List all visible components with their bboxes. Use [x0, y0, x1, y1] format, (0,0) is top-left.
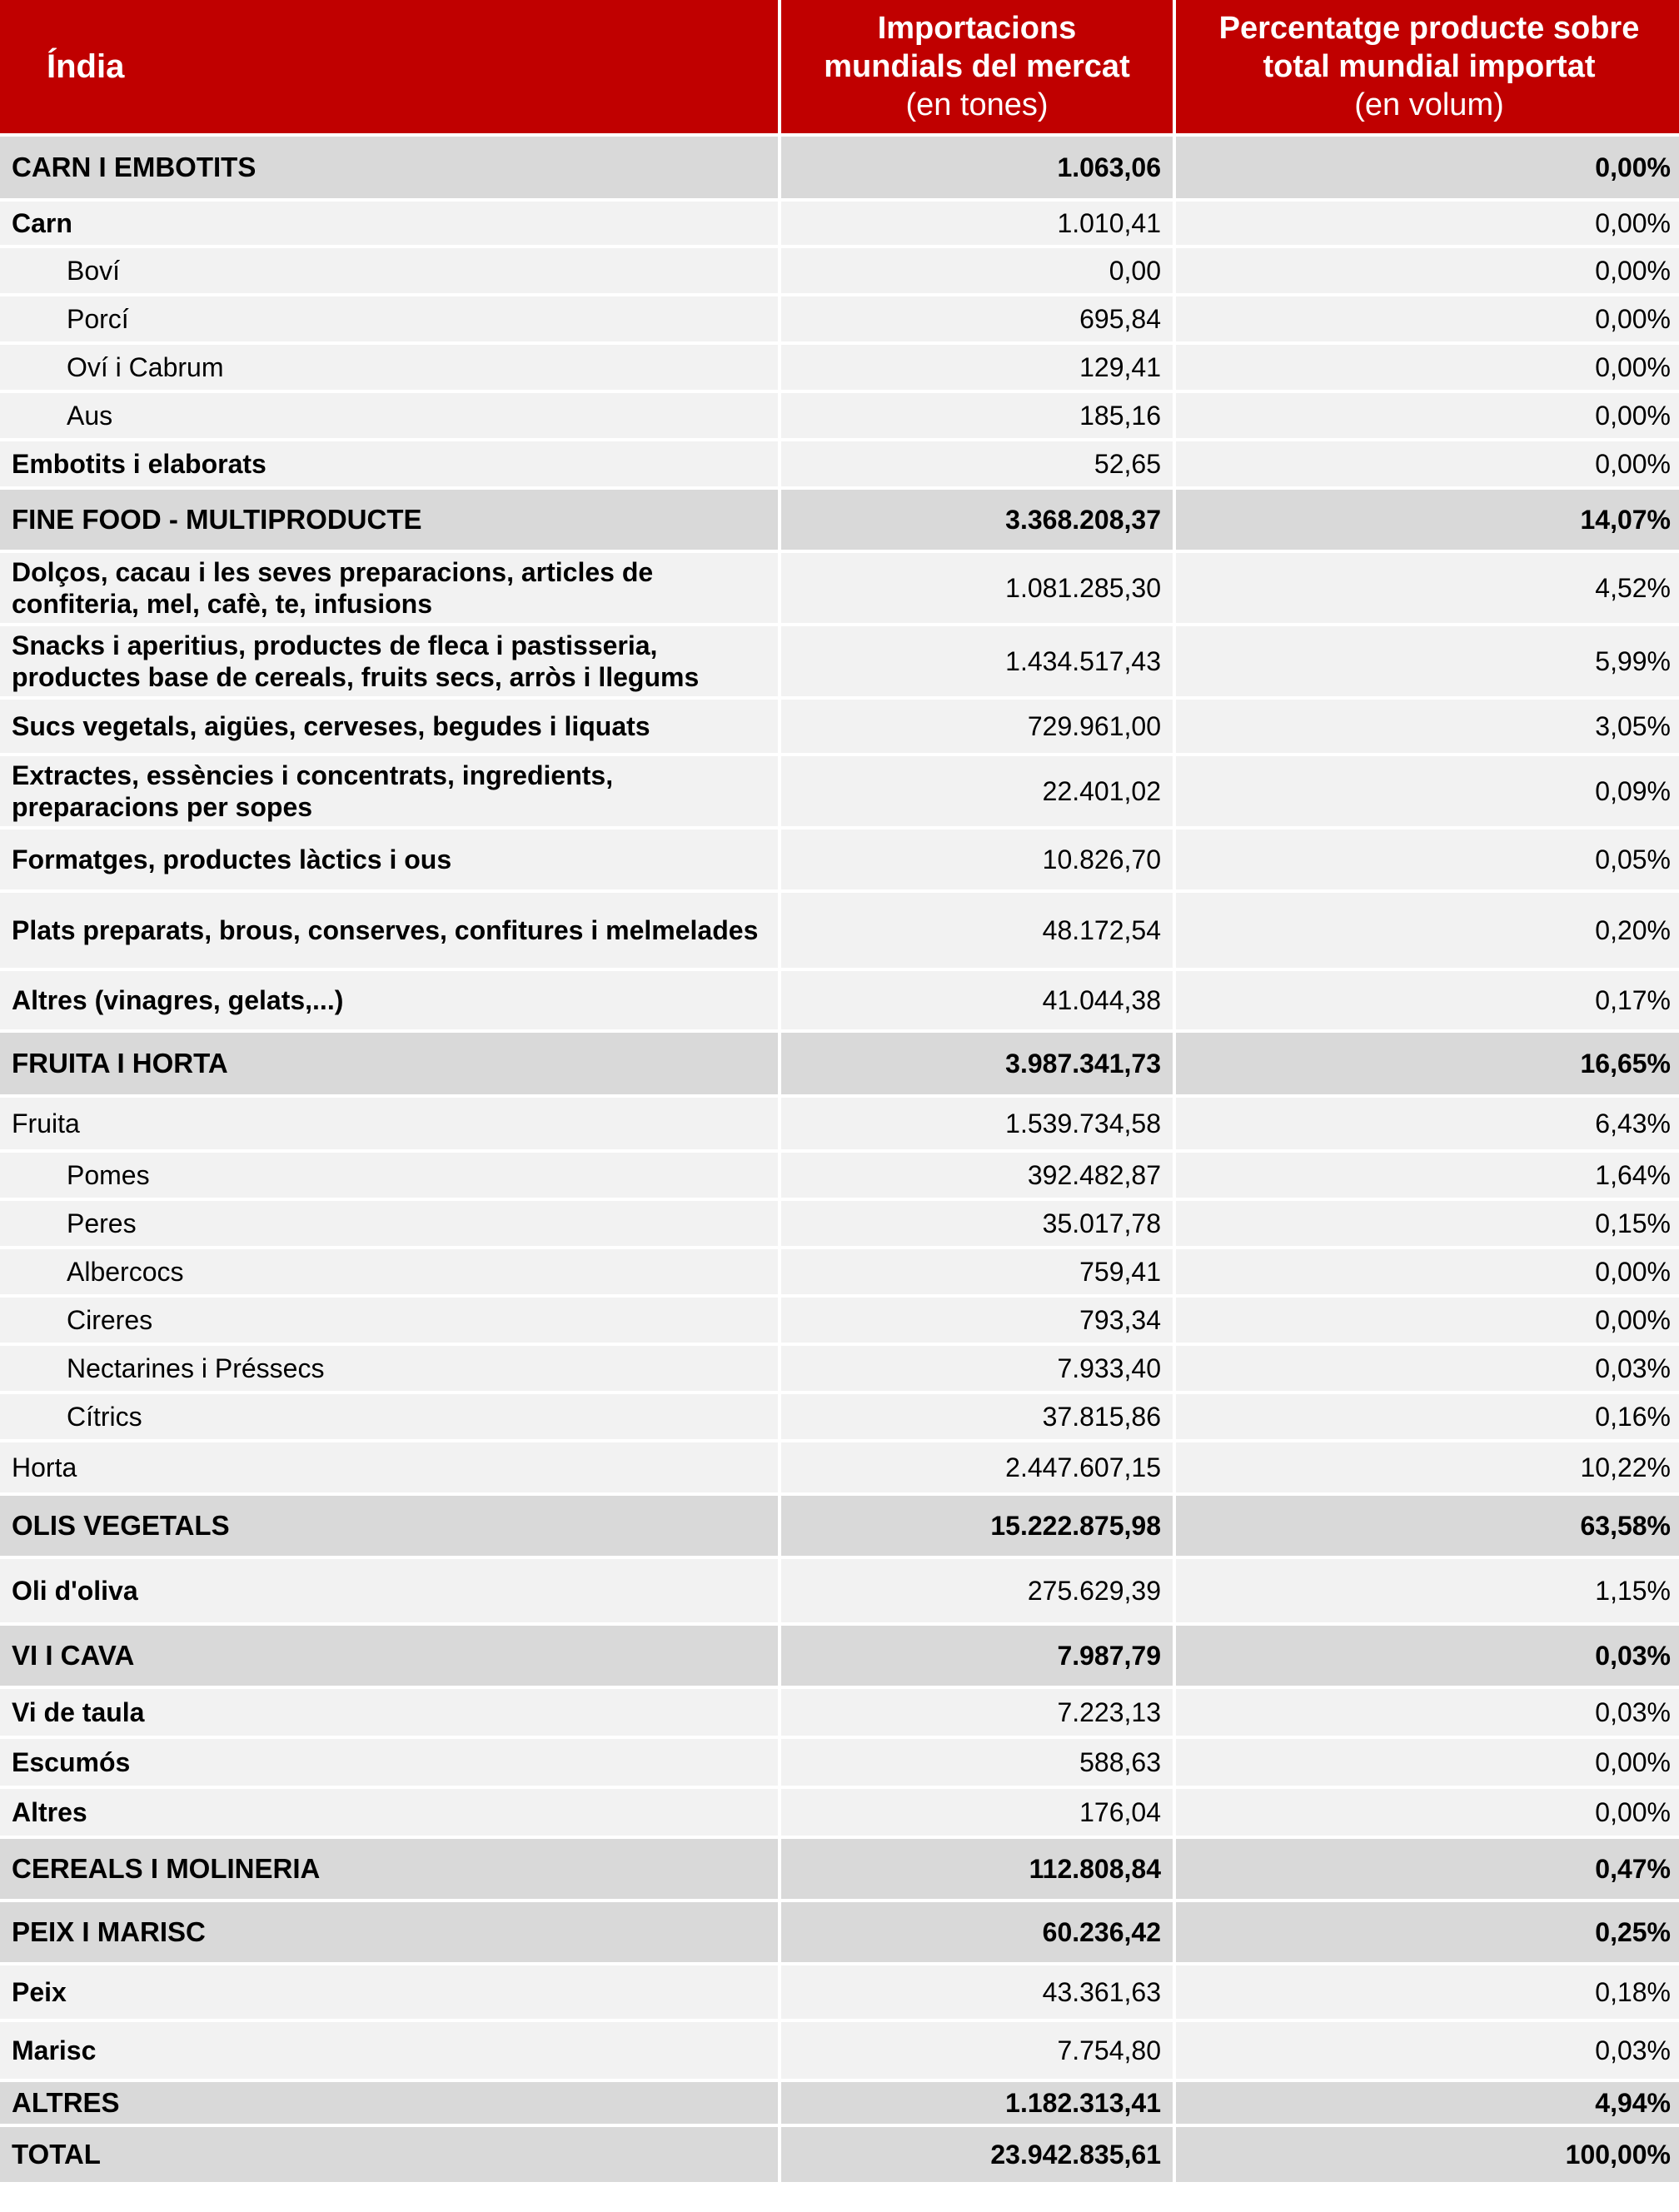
header-percentage-unit: (en volum): [1354, 87, 1504, 122]
row-label: Dolços, cacau i les seves preparacions, articles de confiteria, mel, cafè, te, infusions: [0, 553, 778, 623]
row-label: Aus: [0, 393, 778, 438]
row-label: TOTAL: [0, 2127, 778, 2182]
category-row: [0, 490, 1679, 550]
subcategory-row: [0, 830, 1679, 889]
row-label: Cireres: [0, 1298, 778, 1343]
subcategory-row: [0, 756, 1679, 826]
row-label: Escumós: [0, 1739, 778, 1786]
header-row: [0, 0, 1679, 133]
row-label: Carn: [0, 202, 778, 245]
row-pct: 0,15%: [1176, 1201, 1679, 1246]
row-label: FINE FOOD - MULTIPRODUCTE: [0, 490, 778, 550]
subcategory-row: [0, 553, 1679, 623]
row-pct: 0,18%: [1176, 1965, 1679, 2019]
row-pct: 100,00%: [1176, 2127, 1679, 2182]
row-value: 48.172,54: [781, 893, 1173, 968]
row-pct: 0,25%: [1176, 1902, 1679, 1962]
subcategory-row: [0, 700, 1679, 753]
row-pct: 0,05%: [1176, 830, 1679, 889]
row-value: 112.808,84: [781, 1839, 1173, 1899]
category-row: [0, 1626, 1679, 1686]
row-pct: 5,99%: [1176, 626, 1679, 696]
row-pct: 4,52%: [1176, 553, 1679, 623]
row-pct: 0,00%: [1176, 393, 1679, 438]
row-label: Peix: [0, 1965, 778, 2019]
row-pct: 0,00%: [1176, 441, 1679, 486]
row-pct: 10,22%: [1176, 1442, 1679, 1492]
row-label: Boví: [0, 248, 778, 293]
row-value: 7.223,13: [781, 1689, 1173, 1736]
row-pct: 0,47%: [1176, 1839, 1679, 1899]
row-value: 1.010,41: [781, 202, 1173, 245]
row-value: 695,84: [781, 296, 1173, 341]
row-label: Pomes: [0, 1153, 778, 1198]
row-value: 41.044,38: [781, 971, 1173, 1029]
row-label: Extractes, essències i concentrats, ingredients, preparacions per sopes: [0, 756, 778, 826]
header-imports-unit: (en tones): [905, 87, 1049, 122]
row-label: FRUITA I HORTA: [0, 1033, 778, 1094]
row-label: ALTRES: [0, 2082, 778, 2124]
item-row: [0, 393, 1679, 438]
item-row: [0, 1394, 1679, 1439]
item-row: [0, 1346, 1679, 1391]
subcategory-row: [0, 2022, 1679, 2079]
row-pct: 0,20%: [1176, 893, 1679, 968]
row-value: 1.063,06: [781, 137, 1173, 198]
row-pct: 0,00%: [1176, 296, 1679, 341]
row-pct: 3,05%: [1176, 700, 1679, 753]
subcategory-row: [0, 202, 1679, 245]
row-pct: 0,00%: [1176, 345, 1679, 390]
row-value: 129,41: [781, 345, 1173, 390]
row-value: 10.826,70: [781, 830, 1173, 889]
row-value: 588,63: [781, 1739, 1173, 1786]
subcategory-row: [0, 1689, 1679, 1736]
row-pct: 14,07%: [1176, 490, 1679, 550]
total-row: [0, 2127, 1679, 2182]
row-value: 1.081.285,30: [781, 553, 1173, 623]
row-value: 22.401,02: [781, 756, 1173, 826]
category-row: [0, 1902, 1679, 1962]
row-label: Formatges, productes làctics i ous: [0, 830, 778, 889]
row-value: 2.447.607,15: [781, 1442, 1173, 1492]
row-label: Altres: [0, 1789, 778, 1836]
subcategory-row: [0, 626, 1679, 696]
row-pct: 0,00%: [1176, 248, 1679, 293]
row-pct: 6,43%: [1176, 1098, 1679, 1149]
category-row: [0, 1033, 1679, 1094]
header-percentage: [1176, 0, 1679, 133]
row-label: Peres: [0, 1201, 778, 1246]
item-row: [0, 296, 1679, 341]
row-pct: 1,15%: [1176, 1559, 1679, 1622]
row-pct: 0,17%: [1176, 971, 1679, 1029]
row-label: Oví i Cabrum: [0, 345, 778, 390]
row-pct: 0,00%: [1176, 202, 1679, 245]
row-value: 60.236,42: [781, 1902, 1173, 1962]
row-label: Embotits i elaborats: [0, 441, 778, 486]
row-value: 3.368.208,37: [781, 490, 1173, 550]
item-row: [0, 1249, 1679, 1294]
row-value: 37.815,86: [781, 1394, 1173, 1439]
subcategory-row: [0, 1789, 1679, 1836]
row-value: 392.482,87: [781, 1153, 1173, 1198]
row-pct: 63,58%: [1176, 1496, 1679, 1556]
row-value: 7.987,79: [781, 1626, 1173, 1686]
row-pct: 0,03%: [1176, 1626, 1679, 1686]
row-value: 7.754,80: [781, 2022, 1173, 2079]
row-label: Snacks i aperitius, productes de fleca i pastisseria, productes base de cereals, fruits secs, arròs i llegums: [0, 626, 778, 696]
row-pct: 0,00%: [1176, 137, 1679, 198]
category-row: [0, 1496, 1679, 1556]
subcategory-row: [0, 1442, 1679, 1492]
subcategory-row: [0, 971, 1679, 1029]
header-percentage-line2: total mundial importat: [1263, 49, 1596, 84]
row-label: Altres (vinagres, gelats,...): [0, 971, 778, 1029]
row-value: 176,04: [781, 1789, 1173, 1836]
row-label: Albercocs: [0, 1249, 778, 1294]
row-label: Horta: [0, 1442, 778, 1492]
row-value: 15.222.875,98: [781, 1496, 1173, 1556]
row-label: PEIX I MARISC: [0, 1902, 778, 1962]
subcategory-row: [0, 441, 1679, 486]
row-pct: 0,03%: [1176, 1346, 1679, 1391]
subcategory-row: [0, 1559, 1679, 1622]
row-label: Oli d'oliva: [0, 1559, 778, 1622]
row-value: 1.434.517,43: [781, 626, 1173, 696]
row-pct: 0,00%: [1176, 1298, 1679, 1343]
row-pct: 16,65%: [1176, 1033, 1679, 1094]
item-row: [0, 345, 1679, 390]
header-imports-line1: Importacions: [877, 11, 1077, 46]
row-pct: 0,09%: [1176, 756, 1679, 826]
subcategory-row: [0, 893, 1679, 968]
row-value: 7.933,40: [781, 1346, 1173, 1391]
subcategory-row: [0, 1965, 1679, 2019]
row-value: 729.961,00: [781, 700, 1173, 753]
row-value: 1.539.734,58: [781, 1098, 1173, 1149]
row-label: Plats preparats, brous, conserves, confitures i melmelades: [0, 893, 778, 968]
row-value: 275.629,39: [781, 1559, 1173, 1622]
header-percentage-line1: Percentatge producte sobre: [1218, 11, 1640, 46]
row-value: 52,65: [781, 441, 1173, 486]
row-pct: 4,94%: [1176, 2082, 1679, 2124]
row-value: 793,34: [781, 1298, 1173, 1343]
row-value: 3.987.341,73: [781, 1033, 1173, 1094]
subcategory-row: [0, 1739, 1679, 1786]
item-row: [0, 1153, 1679, 1198]
row-pct: 0,00%: [1176, 1789, 1679, 1836]
header-imports: [781, 0, 1173, 133]
category-row: [0, 1839, 1679, 1899]
row-label: CARN I EMBOTITS: [0, 137, 778, 198]
row-value: 0,00: [781, 248, 1173, 293]
row-pct: 0,03%: [1176, 2022, 1679, 2079]
row-label: OLIS VEGETALS: [0, 1496, 778, 1556]
row-label: Marisc: [0, 2022, 778, 2079]
row-label: VI I CAVA: [0, 1626, 778, 1686]
row-label: Fruita: [0, 1098, 778, 1149]
row-label: Vi de taula: [0, 1689, 778, 1736]
row-pct: 1,64%: [1176, 1153, 1679, 1198]
item-row: [0, 248, 1679, 293]
subcategory-row: [0, 1098, 1679, 1149]
category-row: [0, 137, 1679, 198]
header-country: Índia: [0, 0, 778, 133]
row-pct: 0,00%: [1176, 1249, 1679, 1294]
row-label: Nectarines i Préssecs: [0, 1346, 778, 1391]
row-value: 1.182.313,41: [781, 2082, 1173, 2124]
row-label: CEREALS I MOLINERIA: [0, 1839, 778, 1899]
item-row: [0, 1298, 1679, 1343]
row-value: 23.942.835,61: [781, 2127, 1173, 2182]
row-pct: 0,03%: [1176, 1689, 1679, 1736]
row-label: Porcí: [0, 296, 778, 341]
row-value: 759,41: [781, 1249, 1173, 1294]
category-row: [0, 2082, 1679, 2124]
header-imports-line2: mundials del mercat: [824, 49, 1130, 84]
row-label: Cítrics: [0, 1394, 778, 1439]
row-pct: 0,00%: [1176, 1739, 1679, 1786]
row-value: 43.361,63: [781, 1965, 1173, 2019]
row-label: Sucs vegetals, aigües, cerveses, begudes i liquats: [0, 700, 778, 753]
row-value: 35.017,78: [781, 1201, 1173, 1246]
item-row: [0, 1201, 1679, 1246]
row-value: 185,16: [781, 393, 1173, 438]
row-pct: 0,16%: [1176, 1394, 1679, 1439]
